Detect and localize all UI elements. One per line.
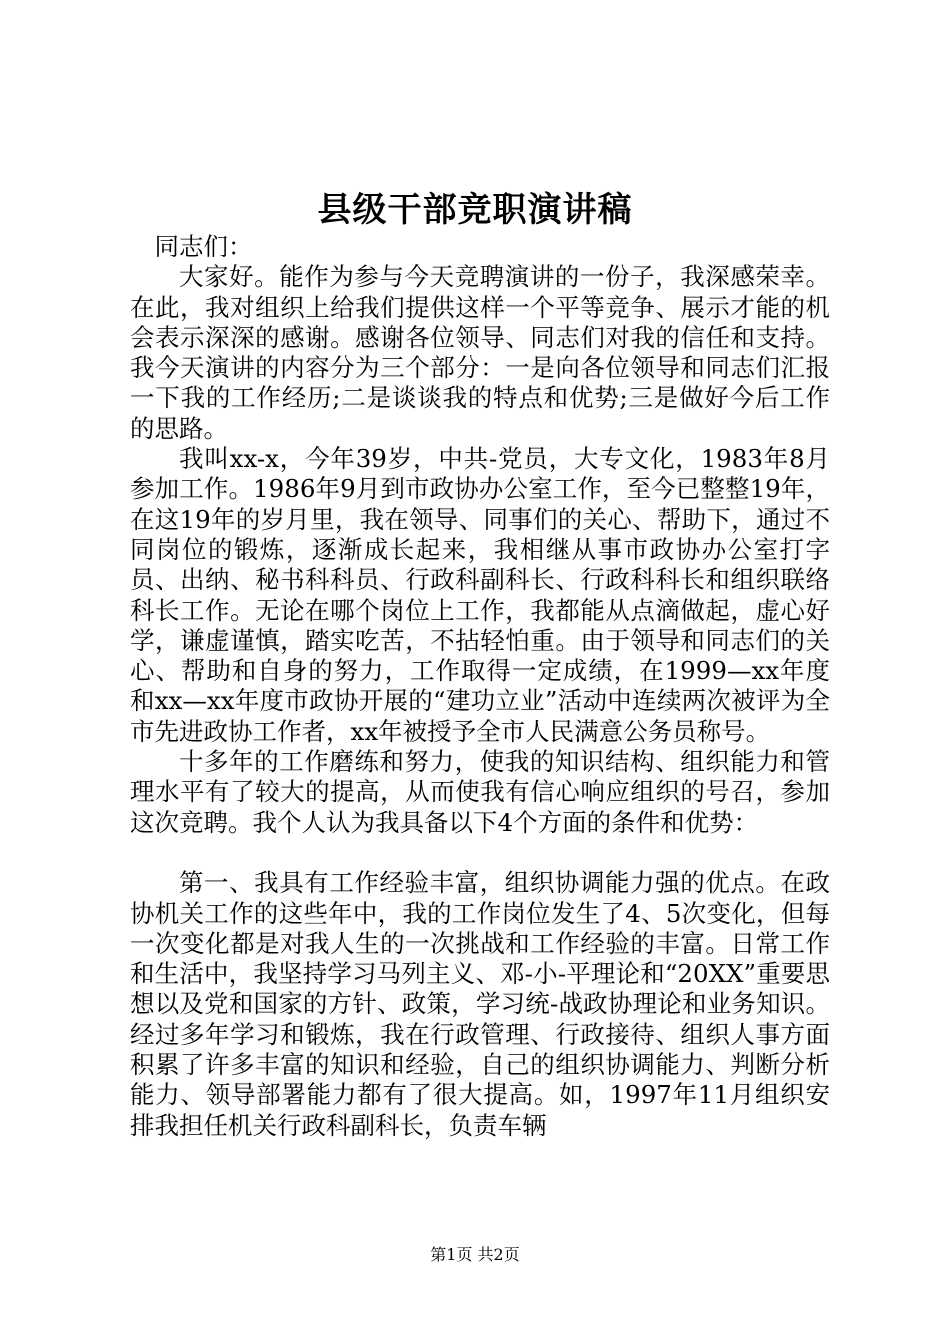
paragraph-experience: 我叫xx-x，今年39岁，中共-党员，大专文化，1983年8月参加工作。1986年9月到市政协办公室工作，至今已整整19年，在这19年的岁月里，我在领导、同事们的关心、帮助下，通过不同岗位的锻炼，逐渐成长起来，我相继从事市政协办公室打字员、出纳、秘书科科员、行政科副科长、行政科科长和组织联络科长工作。无论在哪个岗位上工作，我都能从点滴做起，虚心好学，谦虚谨慎，踏实吃苦，不拈轻怕重。由于领导和同志们的关心、帮助和自身的努力，工作取得一定成绩，在1999—xx年度和xx—xx年度市政协开展的“建功立业”活动中连续两次被评为全市先进政协工作者，xx年被授予全市人民满意公务员称号。: [130, 444, 830, 746]
paragraph-qualifications: 十多年的工作磨练和努力，使我的知识结构、组织能力和管理水平有了较大的提高，从而使我有信心响应组织的号召，参加这次竞聘。我个人认为我具备以下4个方面的条件和优势：: [130, 747, 830, 837]
salutation: 同志们：: [154, 232, 253, 261]
document-body: [130, 232, 830, 1141]
page-number-footer: 第1页 共2页: [430, 1245, 520, 1264]
paragraph-spacer: [130, 838, 830, 868]
paragraph-first-advantage: 第一、我具有工作经验丰富，组织协调能力强的优点。在政协机关工作的这些年中，我的工作岗位发生了4、5次变化，但每一次变化都是对我人生的一次挑战和工作经验的丰富。日常工作和生活中，我坚持学习马列主义、邓-小-平理论和“20XX”重要思想以及党和国家的方针、政策，学习统-战政协理论和业务知识。经过多年学习和锻炼，我在行政管理、行政接待、组织人事方面积累了许多丰富的知识和经验，自己的组织协调能力、判断分析能力、领导部署能力都有了很大提高。如，1997年11月组织安排我担任机关行政科副科长，负责车辆: [130, 868, 830, 1140]
paragraph-intro: 大家好。能作为参与今天竞聘演讲的一份子，我深感荣幸。在此，我对组织上给我们提供这样一个平等竞争、展示才能的机会表示深深的感谢。感谢各位领导、同志们对我的信任和支持。我今天演讲的内容分为三个部分：一是向各位领导和同志们汇报一下我的工作经历;二是谈谈我的特点和优势;三是做好今后工作的思路。: [130, 262, 830, 443]
document-title: 县级干部竞职演讲稿: [317, 190, 633, 230]
